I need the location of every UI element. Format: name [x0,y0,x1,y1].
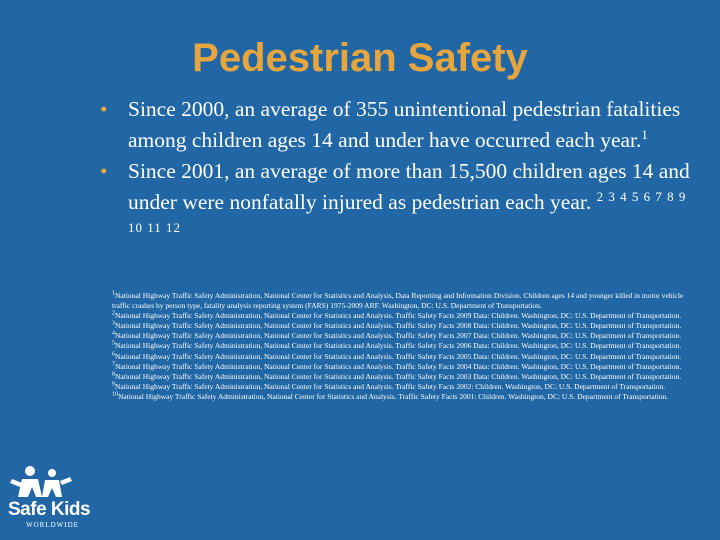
footnote [112,372,690,382]
footnote-number: 6 [112,351,115,358]
footnote-number: 5 [112,340,115,347]
bullet-list [100,94,700,249]
footnote-number: 4 [112,330,115,337]
footnote [112,341,690,351]
bullet-dot-icon: • [100,97,108,121]
safe-kids-logo-icon [8,463,120,503]
footnote-text: National Highway Traffic Safety Administration, National Center for Statistics and Analysis. Traffic Safety Facts 2006 Data: Children. Washington, DC: U.S. Department of Transportation. [115,341,682,351]
footnote [112,362,690,372]
footnote [112,311,690,321]
footnote-number: 10 [112,391,118,398]
safe-kids-logo [8,463,120,535]
logo-subtitle: WORLDWIDE [26,521,79,529]
footnote-text: National Highway Traffic Safety Administration, National Center for Statistics and Analysis. Traffic Safety Facts 2002: Children. Washington, DC: U.S. Department of Transportation. [115,382,666,392]
footnote-text: National Highway Traffic Safety Administration, National Center for Statistics and Analysis. Traffic Safety Facts 2001: Children. Washington, DC: U.S. Department of Transportation. [118,392,669,402]
footnote [112,352,690,362]
bullet-superscript: 1 [641,126,648,142]
bullet-item [100,156,700,249]
footnote-text: National Highway Traffic Safety Administration, National Center for Statistics and Analysis. Traffic Safety Facts 2004 Data: Children. Washington, DC: U.S. Department of Transportation. [115,361,682,371]
footnote-number: 2 [112,310,115,317]
footnote-number: 3 [112,320,115,327]
footnote [112,291,690,310]
footnote-number: 9 [112,381,115,388]
footnote-text: National Highway Traffic Safety Administration, National Center for Statistics and Analysis. Traffic Safety Facts 2003 Data: Children. Washington, DC: U.S. Department of Transportation. [115,371,682,381]
footnote-number: 7 [112,361,115,368]
footnote-text: National Highway Traffic Safety Administration, National Center for Statistics and Analysis. Traffic Safety Facts 2005 Data: Children. Washington, DC: U.S. Department of Transportation. [115,351,682,361]
footnote-text: National Highway Traffic Safety Administration, National Center for Statistics and Analysis. Traffic Safety Facts 2007 Data: Children. Washington, DC: U.S. Department of Transportation. [115,331,682,341]
footnote-text: National Highway Traffic Safety Administration, National Center for Statistics and Analysis, Data Reporting and Information Division. Children ages 14 and younger killed in motor vehicle traffic crashes by person type, fatality analysis reporting system (FARS) 1975-2009 ARF. Washington, DC: U.S. Department of Transportation. [112,291,684,310]
footnote-list [112,291,690,402]
footnote [112,382,690,392]
bullet-superscript: 2 3 4 5 6 7 8 9 10 11 12 [128,188,687,235]
footnote-number: 8 [112,371,115,378]
footnote-text: National Highway Traffic Safety Administration, National Center for Statistics and Analysis. Traffic Safety Facts 2008 Data: Children. Washington, DC: U.S. Department of Transportation. [115,320,682,330]
footnote-text: National Highway Traffic Safety Administration, National Center for Statistics and Analysis. Traffic Safety Facts 2009 Data: Children. Washington, DC: U.S. Department of Transportation. [115,310,682,320]
footnote-number: 1 [112,290,115,297]
bullet-dot-icon: • [100,159,108,183]
footnote [112,321,690,331]
logo-name: Safe Kids [8,499,91,520]
footnote [112,392,690,402]
bullet-text: Since 2001, an average of more than 15,500 children ages 14 and under were nonfatally injured as pedestrian each year. [128,159,690,214]
footnote [112,331,690,341]
bullet-item [100,94,700,156]
bullet-text: Since 2000, an average of 355 unintentional pedestrian fatalities among children ages 14 and under have occurred each year. [128,97,681,152]
slide-title: Pedestrian Safety [192,36,528,80]
